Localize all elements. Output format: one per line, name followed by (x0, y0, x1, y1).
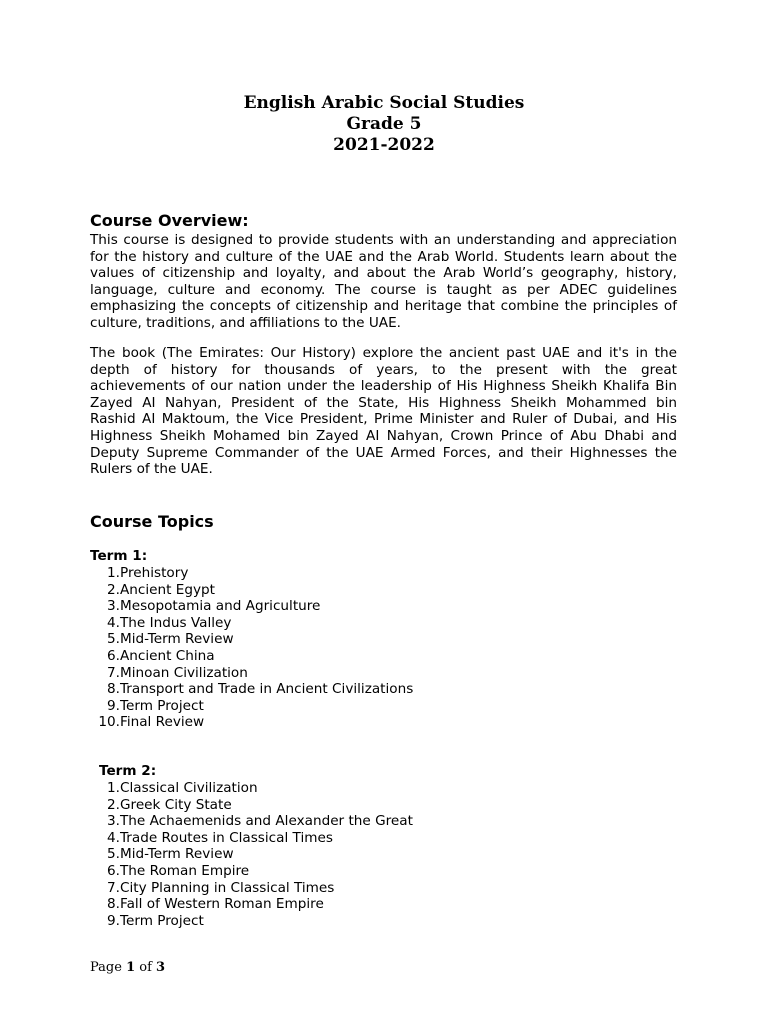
list-item-number: 4. (107, 614, 120, 631)
list-item-text: Ancient Egypt (120, 581, 216, 598)
paragraph-line: Zayed AI Nahyan, President of the State, His Highness Sheikh Mohammed bin (90, 394, 677, 411)
list-item-text: Classical Civilization (120, 780, 258, 796)
paragraph-line: depth of history for thousands of years, to the present with the great (90, 361, 677, 378)
paragraph-line: The book (The Emirates: Our History) explore the ancient past UAE and it's in the (90, 345, 677, 361)
list-item-number: 7. (107, 879, 120, 896)
term1-topic-list (98, 565, 498, 731)
list-item-number: 6. (107, 862, 120, 879)
paragraph-line: Highness Sheikh Mohamed bin Zayed AI Nahyan, Crown Prince of Abu Dhabi and (90, 427, 677, 444)
list-item-text: Ancient China (120, 647, 215, 664)
page-number-footer (90, 960, 165, 976)
term2-topic-list (98, 780, 498, 929)
term1-heading: Term 1: (90, 548, 148, 564)
list-item (98, 863, 498, 880)
list-item-number: 5. (107, 631, 120, 648)
list-item-text: Greek City State (120, 796, 232, 813)
paragraph-line: for the history and culture of the UAE and the Arab World. Students learn about the (90, 248, 677, 265)
list-item-number: 2. (107, 581, 120, 598)
list-item-text: Term Project (120, 697, 204, 714)
list-item-number: 2. (107, 796, 120, 813)
list-item-text: City Planning in Classical Times (120, 879, 335, 896)
list-item (98, 565, 498, 582)
list-item-text: Transport and Trade in Ancient Civilizations (120, 681, 414, 698)
footer-total-pages: 3 (156, 960, 166, 975)
list-item-number: 8. (107, 896, 120, 913)
list-item (98, 880, 498, 897)
list-item (98, 631, 498, 648)
title-line-2: Grade 5 (346, 114, 422, 134)
list-item-text: Term Project (120, 912, 204, 929)
footer-prefix: Page (90, 960, 127, 975)
overview-paragraph (90, 232, 677, 332)
list-item (98, 830, 498, 847)
list-item (98, 714, 498, 731)
list-item-number: 8. (107, 681, 120, 698)
list-item (98, 846, 498, 863)
list-item-number: 9. (107, 912, 120, 929)
list-item (98, 615, 498, 632)
list-item-number: 3. (107, 813, 120, 830)
list-item-number: 3. (107, 598, 120, 615)
paragraph-line: values of citizenship and loyalty, and about the Arab World’s geography, history, (90, 265, 677, 282)
list-item (98, 681, 498, 698)
list-item-number: 10. (98, 714, 120, 731)
title-line-3: 2021-2022 (333, 135, 435, 155)
list-item (98, 698, 498, 715)
list-item-number: 4. (107, 829, 120, 846)
term2-heading: Term 2: (99, 763, 157, 779)
paragraph-line: Rulers of the UAE. (90, 461, 213, 478)
list-item-number: 1. (107, 565, 120, 581)
paragraph-line: This course is designed to provide students with an understanding and appreciation (90, 232, 677, 248)
list-item-number: 1. (107, 780, 120, 796)
list-item (98, 582, 498, 599)
document-title (0, 93, 768, 156)
list-item-text: The Indus Valley (120, 614, 232, 631)
list-item-text: Minoan Civilization (120, 664, 248, 681)
list-item-text: Mesopotamia and Agriculture (120, 598, 321, 615)
list-item (98, 797, 498, 814)
footer-current-page: 1 (126, 960, 136, 975)
overview-heading: Course Overview: (90, 211, 249, 230)
list-item-number: 6. (107, 647, 120, 664)
footer-middle: of (135, 960, 157, 975)
list-item (98, 780, 498, 797)
list-item-number: 7. (107, 664, 120, 681)
list-item-number: 9. (107, 697, 120, 714)
list-item-text: Mid-Term Review (120, 631, 234, 648)
book-paragraph (90, 345, 677, 478)
list-item-text: The Roman Empire (120, 862, 250, 879)
list-item (98, 913, 498, 930)
title-line-1: English Arabic Social Studies (243, 93, 525, 113)
paragraph-line: achievements of our nation under the leadership of His Highness Sheikh Khalifa Bin (90, 378, 677, 395)
list-item (98, 896, 498, 913)
list-item-text: The Achaemenids and Alexander the Great (120, 813, 413, 830)
list-item-text: Final Review (120, 714, 205, 731)
paragraph-line: emphasizing the concepts of citizenship and heritage that combine the principles of (90, 298, 677, 315)
list-item-text: Prehistory (120, 565, 189, 581)
list-item-text: Fall of Western Roman Empire (120, 896, 324, 913)
list-item-text: Trade Routes in Classical Times (120, 829, 333, 846)
topics-heading: Course Topics (90, 512, 214, 531)
list-item (98, 648, 498, 665)
list-item (98, 813, 498, 830)
paragraph-line: culture, traditions, and affiliations to the UAE. (90, 314, 401, 331)
paragraph-line: Rashid AI Maktoum, the Vice President, Prime Minister and Ruler of Dubai, and His (90, 411, 677, 428)
paragraph-line: Deputy Supreme Commander of the UAE Armed Forces, and their Highnesses the (90, 444, 677, 461)
paragraph-line: language, culture and economy. The course is taught as per ADEC guidelines (90, 281, 677, 298)
list-item (98, 665, 498, 682)
list-item (98, 598, 498, 615)
list-item-number: 5. (107, 846, 120, 863)
list-item-text: Mid-Term Review (120, 846, 234, 863)
